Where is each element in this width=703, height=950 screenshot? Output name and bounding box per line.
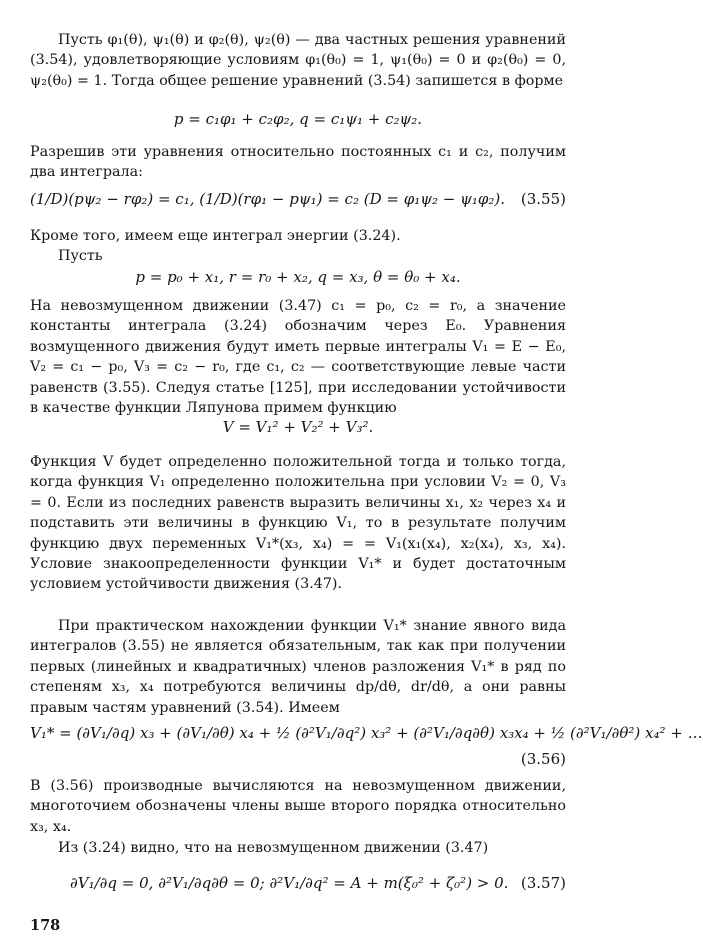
equation-number-3-56: (3.56) <box>520 750 566 768</box>
page-number: 178 <box>30 917 61 934</box>
equation-number-3-57: (3.57) <box>520 874 566 892</box>
paragraph-3: Кроме того, имеем еще интеграл энергии (3.24). <box>30 228 401 244</box>
equation-general-solution: p = c₁φ₁ + c₂φ₂, q = c₁ψ₁ + c₂ψ₂. <box>173 110 423 128</box>
paragraph-9: Из (3.24) видно, что на невозмущенном движении (3.47) <box>58 840 489 856</box>
equation-lyapunov-function: V = V₁² + V₂² + V₃². <box>222 418 374 436</box>
equation-3-56 <box>30 724 703 742</box>
equation-substitution: p = p₀ + x₁, r = r₀ + x₂, q = x₃, θ = θ₀ + x₄. <box>135 268 461 286</box>
paragraph-1: Пусть φ₁(θ), ψ₁(θ) и φ₂(θ), ψ₂(θ) — два частных решения уравнений (3.54), удовлетворяющие условиям φ₁(θ₀) = 1, ψ₁(θ₀) = 0 и φ₂(θ₀) = 0, ψ₂(θ₀) = 1. Тогда общее решение уравнений (3.54) запишется в форме <box>30 32 566 89</box>
paragraph-5: На невозмущенном движении (3.47) c₁ = p₀, c₂ = r₀, а значение константы интеграла (3.24) обозначим через E₀. Уравнения возмущенного движения будут иметь первые интегралы V₁ = E − E₀, V₂ = c₁ − p₀, V₃ = c₂ − r₀, где c₁, c₂ — соответствующие левые части равенств (3.55). Следуя статье [125], при исследовании устойчивости в качестве функции Ляпунова примем функцию <box>30 298 566 417</box>
equation-3-57-body: ∂V₁/∂q = 0, ∂²V₁/∂q∂θ = 0; ∂²V₁/∂q² = A + m(ξ₀² + ζ₀²) > 0. <box>70 874 509 892</box>
equation-3-55 <box>30 190 566 208</box>
paragraph-6: Функция V будет определенно положительной тогда и только тогда, когда функция V₁ определенно положительна при условии V₂ = 0, V₃ = 0. Если из последних равенств выразить величины x₁, x₂ через x₄ и подставить эти величины в функцию V₁, то в результате получим функцию двух переменных V₁*(x₃, x₄) = = V₁(x₁(x₄), x₂(x₄), x₃, x₄). Условие знакоопределенности функции V₁* и будет достаточным условием устойчивости движения (3.47). <box>30 454 566 593</box>
paragraph-4: Пусть <box>58 248 103 264</box>
paragraph-8: В (3.56) производные вычисляются на невозмущенном движении, многоточием обозначены члены выше второго порядка относительно x₃, x₄. <box>30 778 566 835</box>
equation-3-57 <box>30 874 566 892</box>
paragraph-7: При практическом нахождении функции V₁* знание явного вида интегралов (3.55) не является обязательным, так как при получении первых (линейных и квадратичных) членов разложения V₁* в ряд по степеням x₃, x₄ потребуются величины dp/dθ, dr/dθ, а они равны правым частям уравнений (3.54). Имеем <box>30 618 566 716</box>
equation-3-56-body: V₁* = (∂V₁/∂q) x₃ + (∂V₁/∂θ) x₄ + ½ (∂²V₁/∂q²) x₃² + (∂²V₁/∂q∂θ) x₃x₄ + ½ (∂²V₁/∂θ²) x₄² + … <box>30 724 703 742</box>
equation-number-3-55: (3.55) <box>520 190 566 208</box>
equation-3-55-body: (1/D)(pψ₂ − rφ₂) = c₁, (1/D)(rφ₁ − pψ₁) = c₂ (D = φ₁ψ₂ − ψ₁φ₂). <box>30 190 506 208</box>
paragraph-2: Разрешив эти уравнения относительно постоянных c₁ и c₂, получим два интеграла: <box>30 144 566 181</box>
